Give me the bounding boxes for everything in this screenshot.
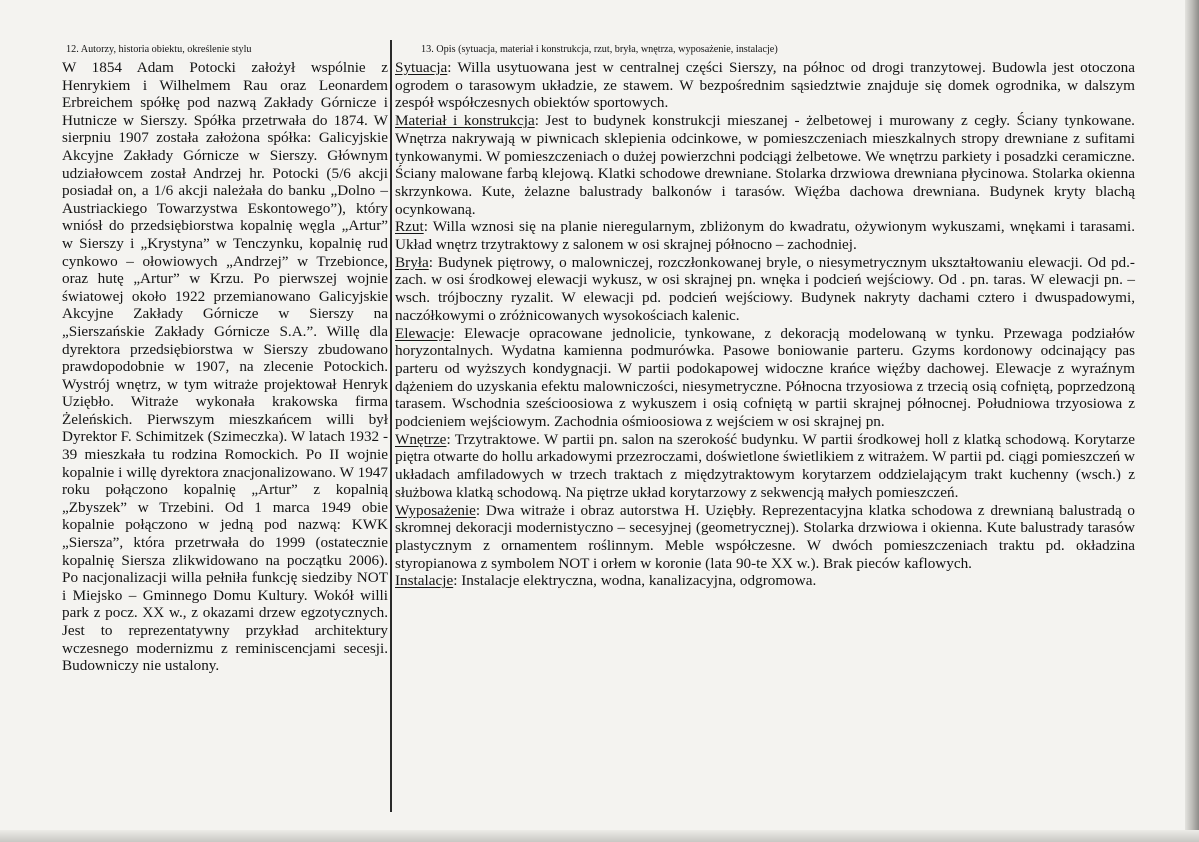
section-text: : Trzytraktowe. W partii pn. salon na szerokość budynku. W partii środkowej holl z klatką schodową. Korytarze piętra otwarte do hollu arkadowymi przezroczami, doświetlone świetlikiem z witrażem. W partii pd. ciągi pomieszczeń w układach amfiladowych w trzech traktach z międzytraktowym korytarzem oddzielającym trakt kuchenny (wsch.) z służbowa klatką schodową. Na piętrze układ korytarzowy z sekwencją małych pomieszczeń. — [395, 430, 1135, 501]
section-elewacje — [395, 325, 1135, 431]
history-text: W 1854 Adam Potocki założył wspólnie z Henrykiem i Wilhelmem Rau oraz Leonardem Erbreichem spółkę pod nazwą Zakłady Górnicze i Hutnicze w Sierszy. Spółka przetrwała do 1874. W sierpniu 1907 została założona spółka: Galicyjskie Akcyjne Zakłady Górnicze w Sierszy. Głównym udziałowcem został Andrzej hr. Potocki (5/6 akcji posiadał on, a 1/6 akcji należała do banku „Dolno – Austriackiego Towarzystwa Eskontowego”), który wniósł do przedsiębiorstwa kopalnię węgla „Artur” w Sierszy i „Krystyna” w Tenczynku, kopalnię rud cynkowo – ołowiowych „Andrzej” w Trzebionce, oraz hutę „Artur” w Krzu. Po pierwszej wojnie światowej około 1922 przemianowano Galicyjskie Akcyjne Zakłady Górnicze w Sierszy na „Sierszańskie Zakłady Górnicze S.A.”. Willę dla dyrektora przedsiębiorstwa w Sierszy zbudowano prawdopodobnie w 1907, na zlecenie Potockich. Wystrój wnętrz, w tym witraże projektował Henryk Uziębło. Witraże wykonała krakowska firma Żeleńskich. Pierwszym mieszkańcem willi był Dyrektor F. Schimitzek (Szimeczka). W latach 1932 - 39 mieszkała tu rodzina Romockich. Po II wojnie kopalnie i willę dyrektora znacjonalizowano. W 1947 roku połączono kopalnię „Artur” z kopalnią „Zbyszek” w Trzebini. Od 1 marca 1949 obie kopalnie połączono w jedną pod nazwą: KWK „Siersza”, która przetrwała do 1999 (ostatecznie kopalnię Siersza zlikwidowano na początku 2006). Po nacjonalizacji willa pełniła funkcję siedziby NOT i Miejsko – Gminnego Domu Kultury. Wokół willi park z pocz. XX w., z okazami drzew egzotycznych. Jest to reprezentatywny przykład architektury wczesnego modernizmu z reminiscencjami secesji. Budowniczy nie ustalony. — [62, 59, 388, 675]
scan-edge-right — [1185, 0, 1199, 842]
left-column-history — [62, 43, 388, 675]
section-wyposazenie — [395, 502, 1135, 573]
section-text: : Jest to budynek konstrukcji mieszanej - żelbetowej i murowany z cegły. Ściany tynkowane. Wnętrza nakrywają w piwnicach sklepienia odcinkowe, w pomieszczeniach mieszkalnych stropy drewniane z sufitami tynkowanymi. W pomieszczeniach o dużej powierzchni podciągi żelbetowe. We wnętrzu parkiety i posadzki ceramiczne. Ściany malowane farbą klejową. Klatki schodowe drewniane. Stolarka drzwiowa drewniana płycinowa. Stolarka okienna skrzynkowa. Kute, żelazne balustrady balkonów i tarasów. Więźba dachowa drewniana. Budynek kryty blachą ocynkowaną. — [395, 112, 1135, 218]
section-text: : Instalacje elektryczna, wodna, kanalizacyjna, odgromowa. — [453, 572, 817, 590]
section-label: Instalacje — [395, 572, 454, 590]
section-label: Bryła — [395, 253, 429, 271]
section-label: Materiał i konstrukcja — [395, 112, 535, 130]
scan-edge-bottom — [0, 830, 1199, 842]
right-column-heading: 13. Opis (sytuacja, materiał i konstrukcja, rzut, bryła, wnętrza, wyposażenie, instalacje) — [421, 44, 778, 55]
section-wnetrze — [395, 431, 1135, 502]
section-text: : Elewacje opracowane jednolicie, tynkowane, z dekoracją modelowaną w tynku. Przewaga podziałów horyzontalnych. Wydatna kamienna podmurówka. Pasowe boniowanie parteru. Gzyms kordonowy odcinający pas parteru od wyższych kondygnacji. W partii podokapowej widoczne krańce więźby dachowej. Elewacje z wyraźnym dążeniem do uzyskania efektu malowniczości, niesymetryczne. Północna trzyosiowa z trzecią osią cofniętą, poprzedzoną tarasem. Wschodnia sześcioosiowa z wykuszem i osią cofniętą w partii skrajnej północnej. Południowa trzyosiowa z podcieniem wejściowym. Zachodnia ośmioosiowa z wejściem w osi skrajnej pn. — [395, 324, 1135, 431]
right-column-description — [395, 43, 1135, 590]
section-label: Rzut — [395, 218, 424, 236]
section-label: Elewacje — [395, 324, 451, 342]
section-bryla — [395, 254, 1135, 325]
section-material-konstrukcja — [395, 112, 1135, 218]
section-text: : Budynek piętrowy, o malowniczej, rozczłonkowanej bryle, o niesymetrycznym ukształtowaniu elewacji. Od pd.-zach. w osi środkowej elewacji wykusz, w osi skrajnej pn. wnęka i podcień wejściowy. Od . pn. taras. W elewacji pn. – wsch. trójboczny ryzalit. W elewacji pd. podcień wejściowy. Budynek nakryty dachami cztero i dwuspadowymi, naczółkowymi o zróżnicowanych wysokościach kalenic. — [395, 253, 1135, 324]
column-divider — [390, 40, 392, 812]
section-text: : Dwa witraże i obraz autorstwa H. Uziębły. Reprezentacyjna klatka schodowa z drewnianą balustradą o skromnej dekoracji modernistyczno – secesyjnej (geometrycznej). Stolarka drzwiowa i okienna. Kute balustrady tarasów plastycznym z ornamentem roślinnym. Meble współczesne. W dwóch pomieszczeniach traktu pd. okładzina styropianowa z symbolem NOT i orłem w koronie (lata 90-te XX w.). Brak pieców kaflowych. — [395, 501, 1135, 572]
section-instalacje — [395, 572, 1135, 590]
section-label: Wyposażenie — [395, 501, 476, 519]
section-label: Wnętrze — [395, 430, 447, 448]
section-text: : Willa wznosi się na planie nieregularnym, zbliżonym do kwadratu, ożywionym wykuszami, wnękami i tarasami. Układ wnętrz trzytraktowy z salonem w osi skrajnej północno – zachodniej. — [395, 218, 1135, 254]
section-sytuacja — [395, 59, 1135, 112]
section-rzut — [395, 218, 1135, 253]
section-label: Sytuacja — [395, 59, 448, 76]
left-column-heading: 12. Autorzy, historia obiektu, określenie stylu — [66, 44, 252, 55]
section-text: : Willa usytuowana jest w centralnej części Sierszy, na północ od drogi tranzytowej. Budowla jest otoczona ogrodem o tarasowym układzie, ze stawem. W bezpośrednim sąsiedztwie znajduje się domek ogrodnika, w dalszym zespół współczesnych obiektów sportowych. — [395, 59, 1135, 112]
